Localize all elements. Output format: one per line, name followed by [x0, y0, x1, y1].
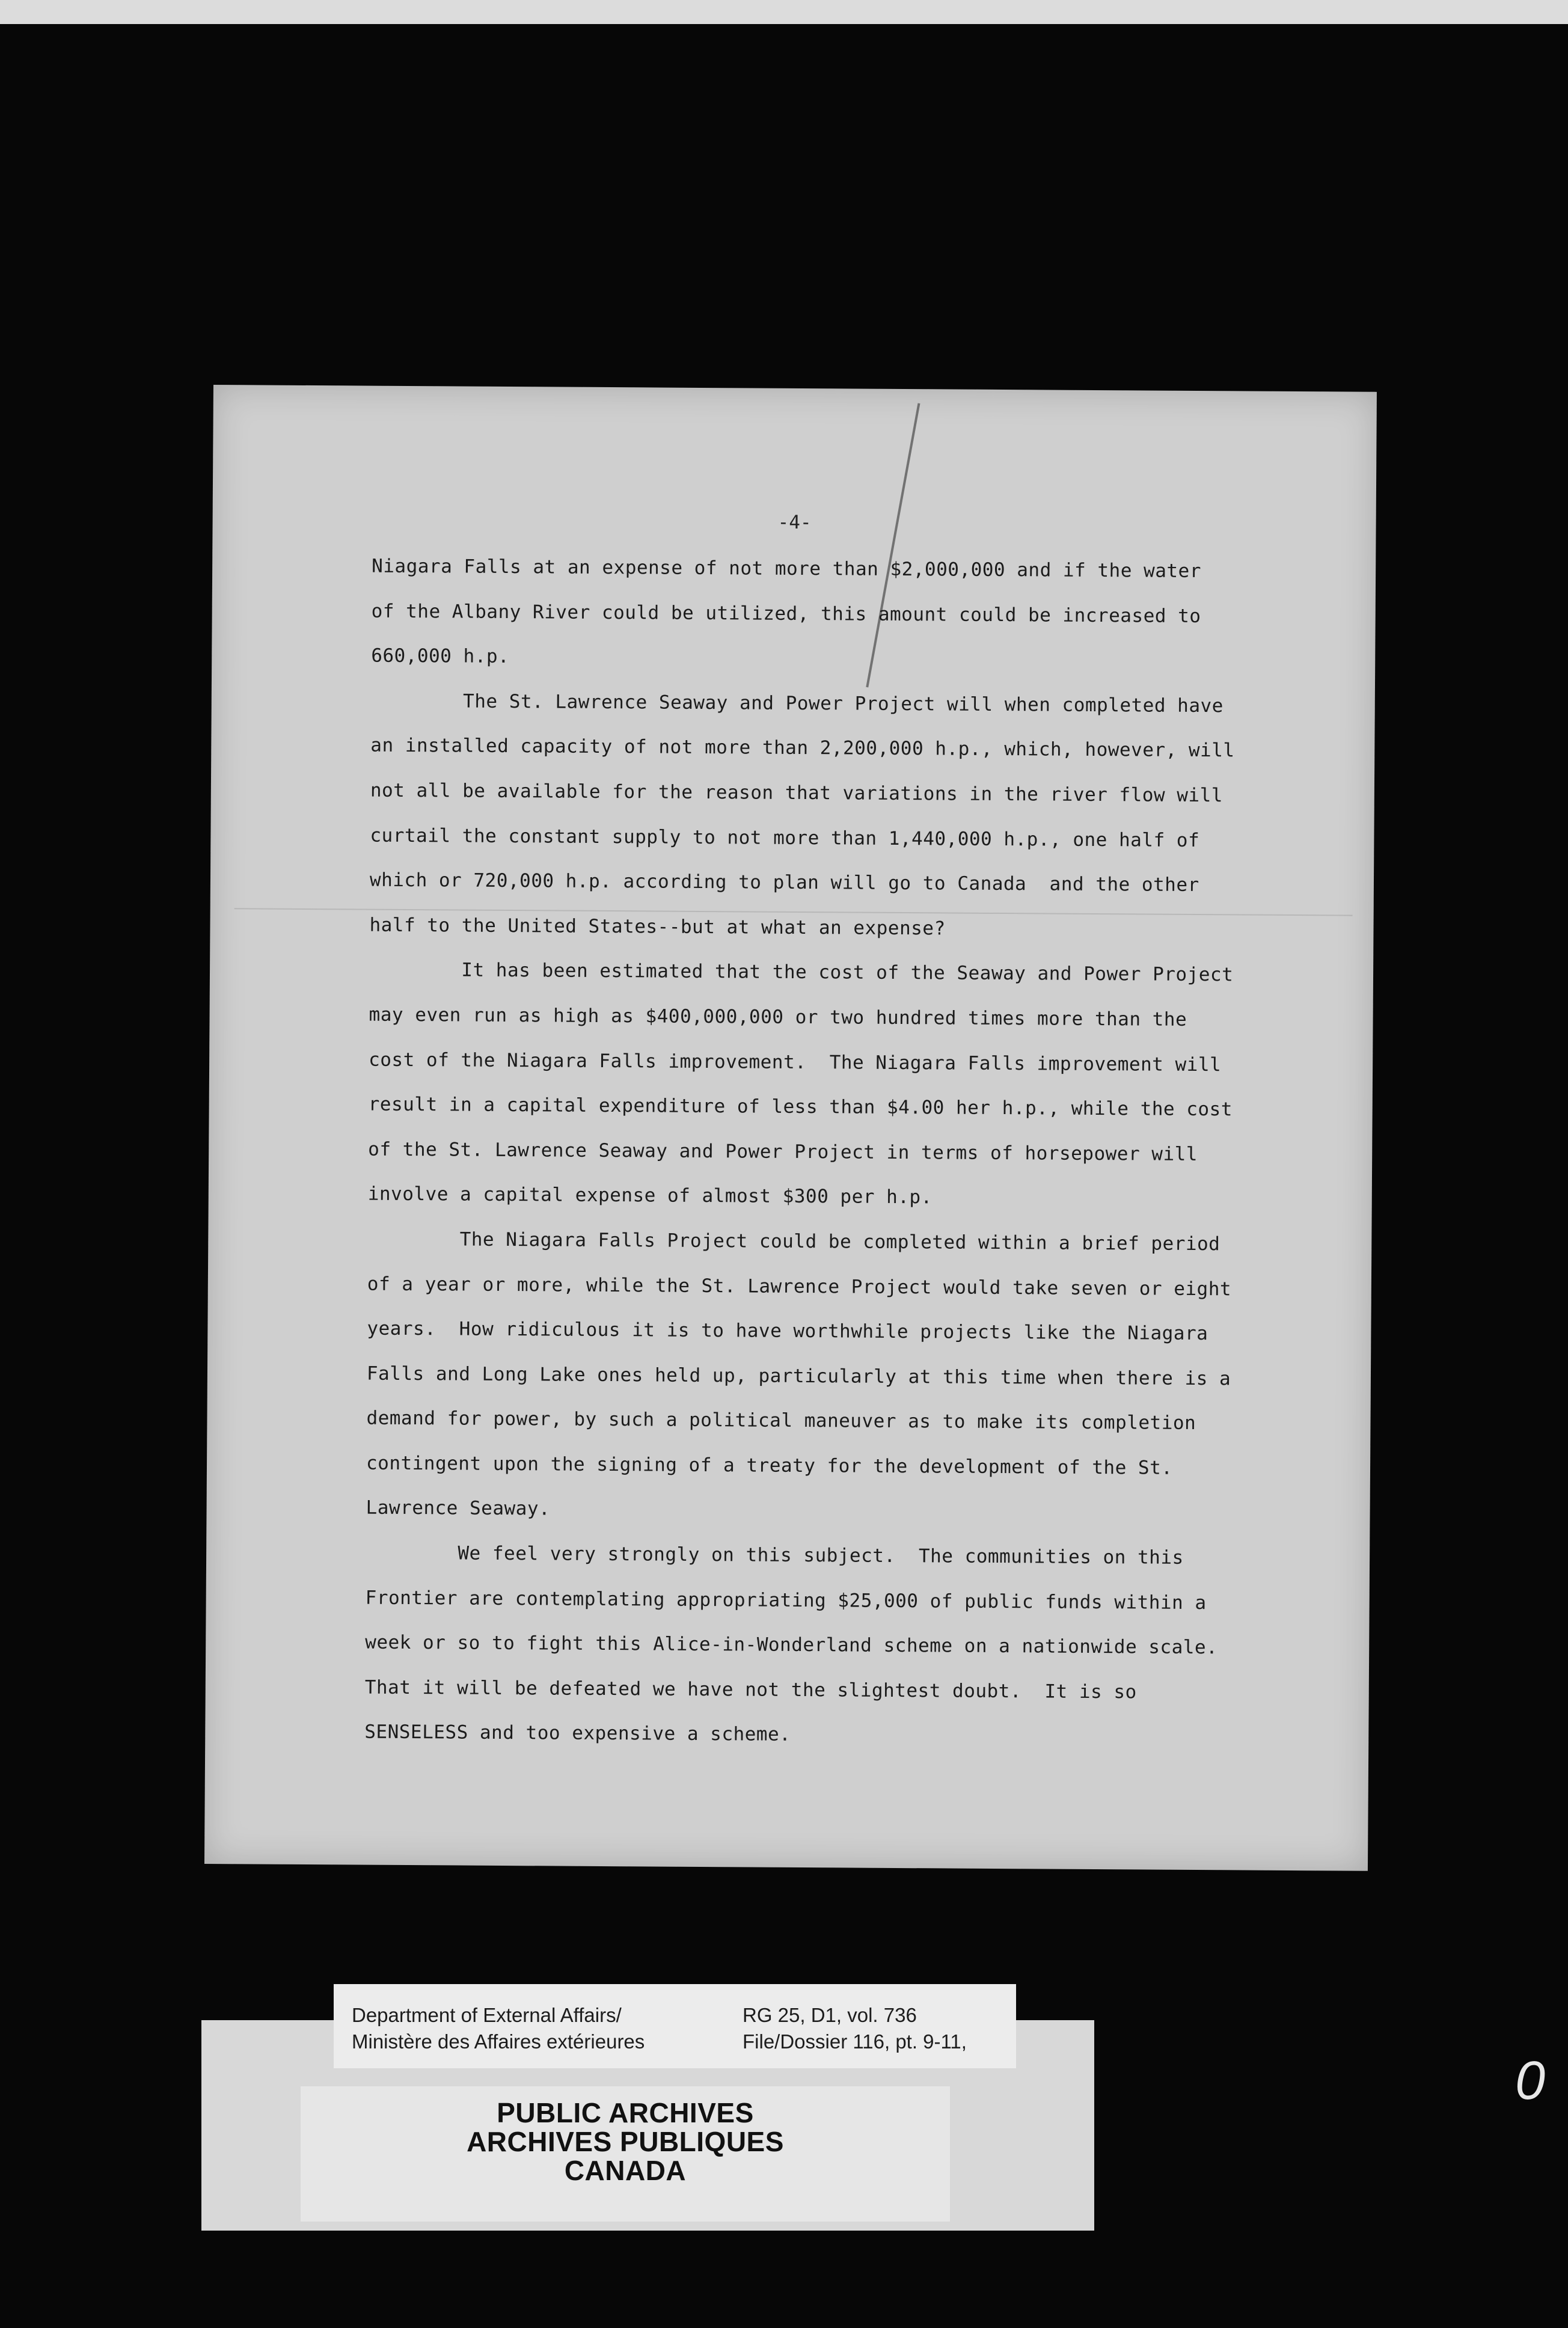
- text-line: involve a capital expense of almost $300 per h.p.: [367, 1183, 933, 1208]
- file-reference: [743, 2002, 967, 2055]
- text-line: The Niagara Falls Project could be completed within a brief period: [367, 1228, 1220, 1255]
- department-name: [352, 2002, 645, 2055]
- text-line: 660,000 h.p.: [371, 645, 510, 668]
- text-line: That it will be defeated we have not the slightest doubt. It is so: [364, 1676, 1137, 1703]
- department-en: Department of External Affairs/: [352, 2004, 622, 2026]
- text-line: SENSELESS and too expensive a scheme.: [364, 1721, 791, 1746]
- text-line: Niagara Falls at an expense of not more than $2,000,000 and if the water: [372, 555, 1202, 583]
- file-number: File/Dossier 116, pt. 9-11,: [743, 2030, 967, 2053]
- text-line: half to the United States--but at what an expense?: [369, 914, 946, 940]
- archive-stamp: [301, 2086, 950, 2222]
- department-fr: Ministère des Affaires extérieures: [352, 2030, 645, 2053]
- text-line: an installed capacity of not more than 2,200,000 h.p., which, however, will: [370, 734, 1235, 762]
- text-line: not all be available for the reason that variations in the river flow will: [370, 779, 1223, 807]
- text-line: week or so to fight this Alice-in-Wonderland scheme on a nationwide scale.: [365, 1631, 1218, 1659]
- text-line: curtail the constant supply to not more than 1,440,000 h.p., one half of: [370, 824, 1200, 851]
- text-line: may even run as high as $400,000,000 or two hundred times more than the: [369, 1003, 1187, 1031]
- text-line: contingent upon the signing of a treaty for the development of the St.: [366, 1452, 1173, 1479]
- text-line: of the St. Lawrence Seaway and Power Project in terms of horsepower will: [368, 1138, 1198, 1165]
- text-line: Falls and Long Lake ones held up, particularly at this time when there is a: [366, 1362, 1231, 1390]
- text-line: It has been estimated that the cost of the Seaway and Power Project: [369, 958, 1234, 986]
- archive-stamp-text: [301, 2098, 950, 2185]
- text-line: years. How ridiculous it is to have worthwhile projects like the Niagara: [367, 1317, 1208, 1345]
- text-line: of a year or more, while the St. Lawrence Project would take seven or eight: [367, 1273, 1232, 1300]
- text-line: Frontier are contemplating appropriating $25,000 of public funds within a: [365, 1587, 1207, 1614]
- document-page: [204, 385, 1377, 1871]
- stamp-line: ARCHIVES PUBLIQUES: [467, 2126, 784, 2157]
- text-line: result in a capital expenditure of less than $4.00 her h.p., while the cost: [368, 1093, 1233, 1121]
- text-line: of the Albany River could be utilized, this amount could be increased to: [371, 600, 1201, 627]
- page-number: -4-: [777, 511, 812, 534]
- text-line: which or 720,000 h.p. according to plan will go to Canada and the other: [369, 869, 1199, 896]
- archive-reference-label: [334, 1984, 1016, 2068]
- text-line: The St. Lawrence Seaway and Power Project will when completed have: [370, 690, 1223, 717]
- film-edge: [0, 0, 1568, 24]
- text-line: We feel very strongly on this subject. The communities on this: [366, 1542, 1184, 1569]
- document-body: [364, 548, 1334, 1765]
- record-group: RG 25, D1, vol. 736: [743, 2004, 917, 2026]
- text-line: demand for power, by such a political maneuver as to make its completion: [366, 1407, 1196, 1435]
- stamp-line: CANADA: [564, 2155, 687, 2186]
- stamp-line: PUBLIC ARCHIVES: [497, 2097, 754, 2128]
- text-line: cost of the Niagara Falls improvement. The Niagara Falls improvement will: [369, 1049, 1222, 1076]
- frame-number: 0: [1515, 2051, 1546, 2111]
- text-line: Lawrence Seaway.: [366, 1497, 551, 1520]
